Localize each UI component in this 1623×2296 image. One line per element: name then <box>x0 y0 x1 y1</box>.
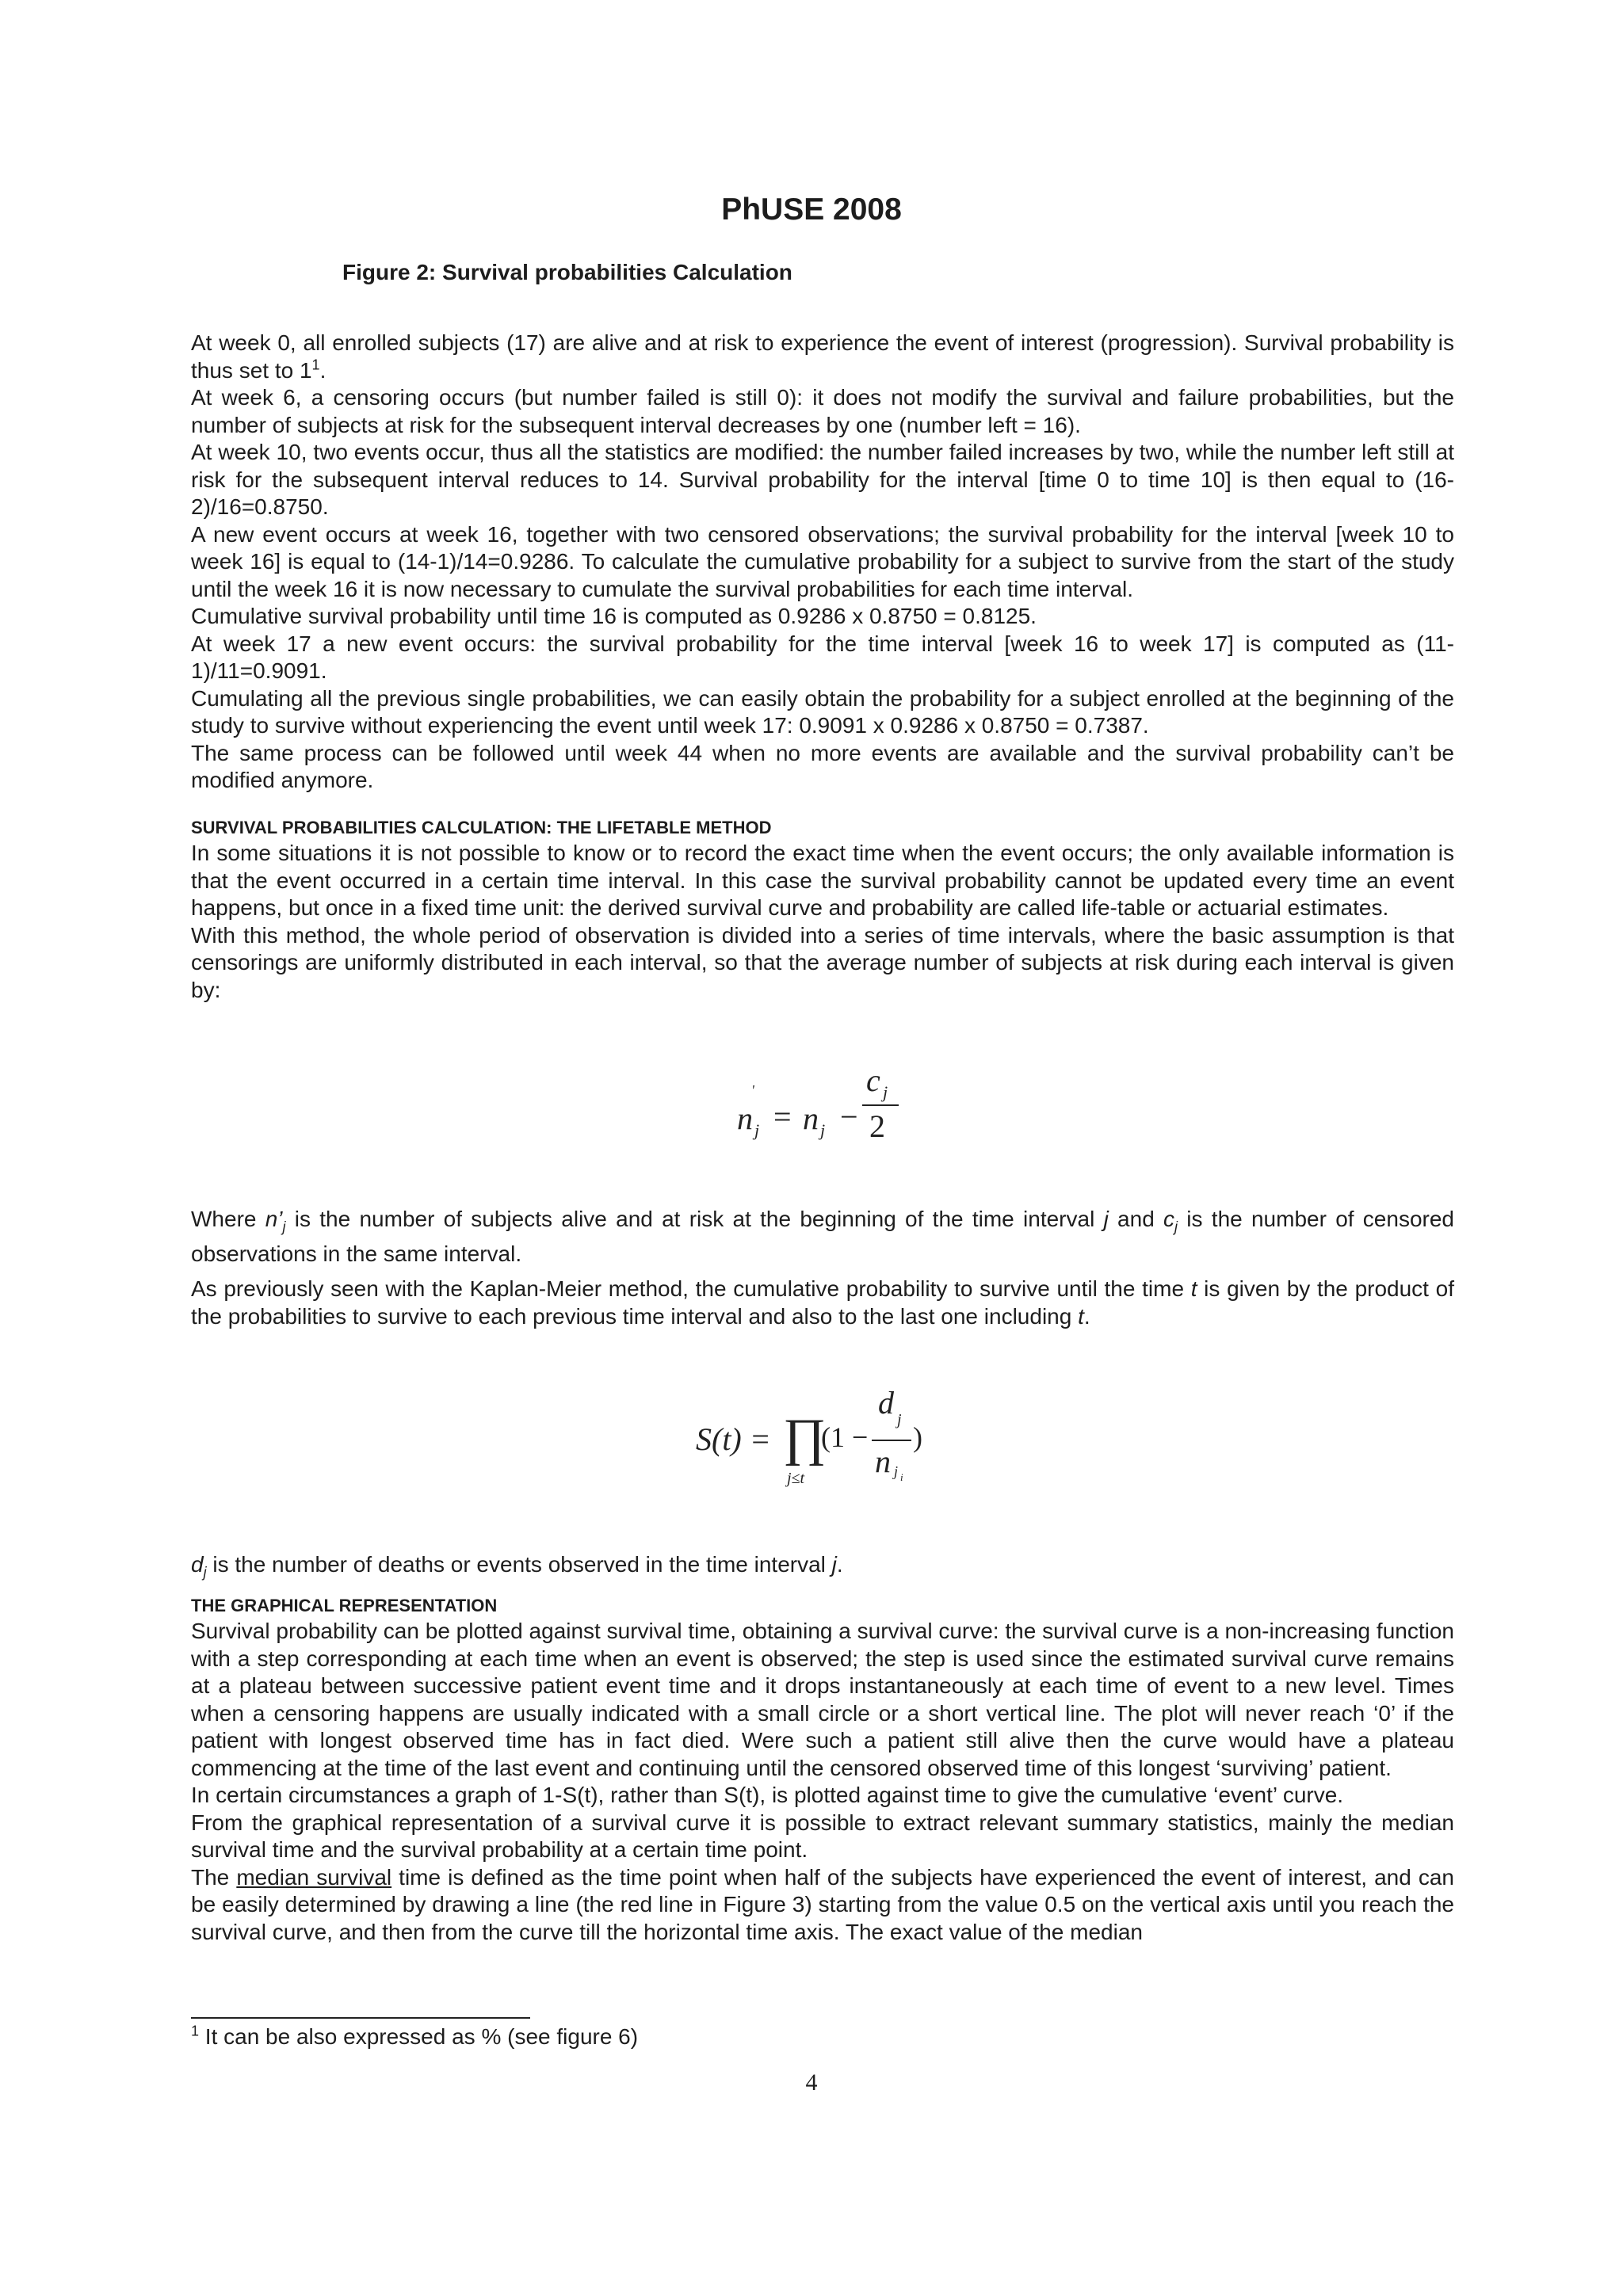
where-paragraph: Where $n’_j$ is the number of subjects alive and at risk at the beginning of the time interval j and $c_j$ is the number of censored observations in the same interval. <box>191 1207 1454 1267</box>
var-j: j <box>831 1552 837 1577</box>
paragraph: A new event occurs at week 16, together with two censored observations; the survival probability for the interval [week 10 to week 16] is equal to (14-1)/14=0.9286. To calculate the cumulative probability for a subject to survive from the start of the study until the week 16 it is now necessary to cumulate the survival probabilities for each time interval. <box>191 521 1454 601</box>
formula-sub: j <box>820 1120 826 1140</box>
formula-open: (1 − <box>821 1421 869 1453</box>
formula-sub: j <box>754 1120 760 1140</box>
paragraph: With this method, the whole period of observation is divided into a series of time intervals, where the basic assumption is that censorings are uniformly distributed in each interval, so that the average number of subjects at risk during each interval is given by: <box>191 922 1454 1002</box>
intro-section <box>191 330 1454 795</box>
paragraph: In some situations it is not possible to know or to record the exact time when the event occurs; the only available information is that the event occurred in a certain time interval. In this case the survival probability cannot be updated every time an event happens, but once in a fixed time unit: the derived survival curve and probability are called life-table or actuarial estimates. <box>191 841 1454 920</box>
formula-equals: = <box>773 1099 792 1135</box>
formula-numerator: c <box>866 1062 880 1098</box>
paragraph: Survival probability can be plotted against survival time, obtaining a survival curve: the survival curve is a non-increasing function with a step corresponding at each time when an event is observed; the step is used since the estimated survival curve remains at a plateau between successive patient event time and it drops instantaneously at each time of event to a new level. Times when a censoring happens are usually indicated with a small circle or a short vertical line. The plot will never reach ‘0’ if the patient with longest observed time has in fact died. Were such a patient still alive then the curve would have a plateau commencing at the time of the last event and continuing until the censored observed time of this longest ‘surviving’ patient. <box>191 1619 1454 1780</box>
paragraph: The same process can be followed until week 44 when no more events are available and the survival probability can’t be modified anymore. <box>191 740 1454 792</box>
paragraph: In certain circumstances a graph of 1-S(t), rather than S(t), is plotted against time to give the cumulative ‘event’ curve. <box>191 1783 1344 1807</box>
var-d: d <box>191 1552 204 1577</box>
paragraph: Cumulating all the previous single probabilities, we can easily obtain the probability for a subject enrolled at the beginning of the study to survive without experiencing the event until week 17: 0.9091 x 0.9286 x 0.8750 = 0.7387. <box>191 685 1454 738</box>
formula-lhs: S(t) = <box>696 1421 771 1457</box>
footnote-ref[interactable]: 1 <box>311 357 320 373</box>
page-header-title: PhUSE 2008 <box>721 193 902 227</box>
fraction-bar <box>872 1440 911 1441</box>
paragraph: From the graphical representation of a survival curve it is possible to extract relevant summary statistics, mainly the median survival time and the survival probability at a certain time point. <box>191 1810 1454 1862</box>
deaths-paragraph: $d_j$ is the number of deaths or events observed in the time interval j. <box>191 1552 843 1581</box>
paragraph: At week 17 a new event occurs: the survival probability for the time interval [week 16 to week 17] is computed as (11-1)/11=0.9091. <box>191 631 1454 683</box>
var-t: t <box>1190 1276 1197 1301</box>
product-index: j≤t <box>787 1470 805 1487</box>
formula-minus: − <box>840 1099 858 1135</box>
formula-close: ) <box>913 1421 922 1453</box>
section-heading: SURVIVAL PROBABILITIES CALCULATION: THE LIFETABLE METHOD <box>191 818 772 837</box>
var-j: j <box>1103 1207 1109 1231</box>
paragraph: At week 10, two events occur, thus all the statistics are modified: the number failed increases by two, while the number left still at risk for the subsequent interval reduces to 14. Survival probability for the interval [time 0 to time 10] is then equal to (16-2)/16=0.8750. <box>191 440 1454 519</box>
formula-denominator: n <box>875 1444 891 1479</box>
var-c: c <box>1163 1207 1175 1231</box>
formula-numerator: d <box>878 1385 894 1421</box>
formula-sub: i <box>900 1471 903 1483</box>
var-t: t <box>1078 1303 1084 1329</box>
product-symbol: ∏ <box>783 1409 827 1466</box>
footnote-divider <box>191 2017 530 2019</box>
formula-average-at-risk <box>0 1062 1623 1149</box>
fraction-bar <box>862 1104 899 1106</box>
footnote: $^1$ It can be also expressed as % (see figure 6) <box>191 2023 639 2049</box>
paragraph: The median survival time is defined as the time point when half of the subjects have experienced the event of interest, and can be easily determined by drawing a line (the red line in Figure 3) starting from the value 0.5 on the vertical axis until you reach the survival curve, and then from the curve till the horizontal time axis. The exact value of the median <box>191 1864 1454 1944</box>
var-n: n’ <box>265 1207 283 1231</box>
formula-sub: j <box>883 1082 888 1102</box>
lifetable-section <box>191 816 1454 1004</box>
formula-survival-product <box>0 1385 1623 1501</box>
page-number: 4 <box>805 2069 818 2096</box>
formula-n: n <box>803 1100 819 1136</box>
section-heading: THE GRAPHICAL REPRESENTATION <box>191 1596 498 1615</box>
formula-n: n <box>737 1100 753 1136</box>
median-survival-term: median survival <box>236 1864 392 1890</box>
formula-sub: j <box>897 1411 902 1428</box>
formula-sub: j <box>894 1463 899 1479</box>
formula-denominator: 2 <box>869 1108 885 1144</box>
formula-prime: ' <box>751 1082 754 1098</box>
figure-caption: Figure 2: Survival probabilities Calculation <box>342 260 792 284</box>
graphical-section <box>191 1594 1454 1946</box>
km-paragraph: As previously seen with the Kaplan-Meier method, the cumulative probability to survive until the time t is given by the product of the probabilities to survive to each previous time interval and also to the last one including t. <box>191 1276 1454 1329</box>
paragraph: At week 6, a censoring occurs (but number failed is still 0): it does not modify the survival and failure probabilities, but the number of subjects at risk for the subsequent interval decreases by one (number left = 16). <box>191 385 1454 437</box>
paragraph: Cumulative survival probability until time 16 is computed as 0.9286 x 0.8750 = 0.8125. <box>191 604 1037 628</box>
paragraph: At week 0, all enrolled subjects (17) are alive and at risk to experience the event of interest (progression). Survival probability is thus set to $1^1$. <box>191 330 1454 383</box>
